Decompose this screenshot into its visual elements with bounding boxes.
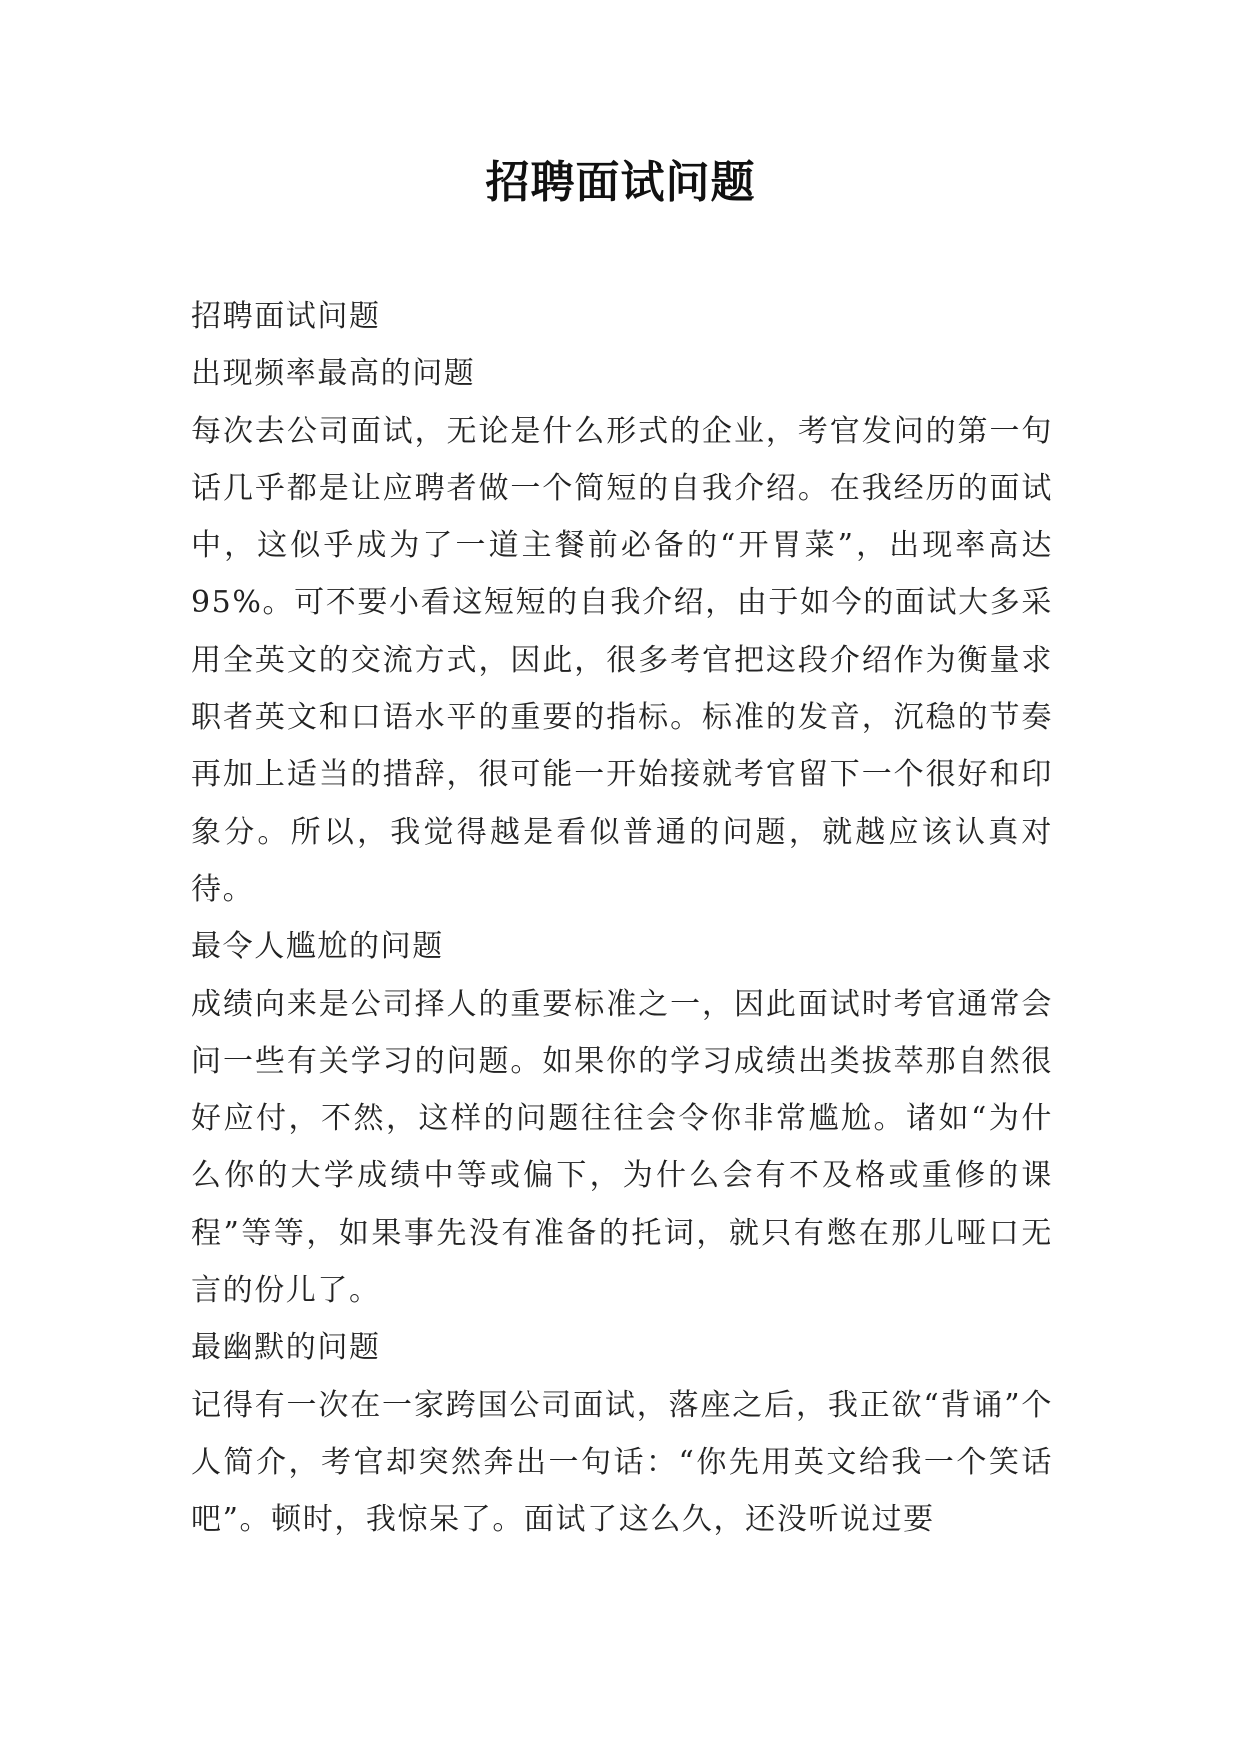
section-heading: 最幽默的问题 xyxy=(191,1330,381,1366)
body-paragraph: 每次去公司面试，无论是什么形式的企业，考官发问的第一句话几乎都是让应聘者做一个简短的自我介绍。在我经历的面试中，这似乎成为了一道主餐前必备的“开胃菜”，出现率高达95%。可不要小看这短短的自我介绍，由于如今的面试大多采用全英文的交流方式，因此，很多考官把这段介绍作为衡量求职者英文和口语水平的重要的指标。标准的发音，沉稳的节奏再加上适当的措辞，很可能一开始接就考官留下一个很好和印象分。所以，我觉得越是看似普通的问题，就越应该认真对待。 xyxy=(191,413,1053,907)
body-paragraph: 记得有一次在一家跨国公司面试，落座之后，我正欲“背诵”个人简介，考官却突然奔出一句话：“你先用英文给我一个笑话吧”。顿时，我惊呆了。面试了这么久，还没听说过要 xyxy=(191,1387,1053,1538)
document-title: 招聘面试问题 xyxy=(485,157,756,208)
body-paragraph: 成绩向来是公司择人的重要标准之一，因此面试时考官通常会问一些有关学习的问题。如果你的学习成绩出类拔萃那自然很好应付，不然，这样的问题往往会令你非常尴尬。诸如“为什么你的大学成绩中等或偏下，为什么会有不及格或重修的课程”等等，如果事先没有准备的托词，就只有憋在那儿哑口无言的份儿了。 xyxy=(191,986,1053,1309)
section-heading: 最令人尴尬的问题 xyxy=(191,929,444,965)
section-heading: 出现频率最高的问题 xyxy=(191,356,476,392)
section-heading: 招聘面试问题 xyxy=(191,299,381,334)
document-body xyxy=(191,288,1053,1549)
